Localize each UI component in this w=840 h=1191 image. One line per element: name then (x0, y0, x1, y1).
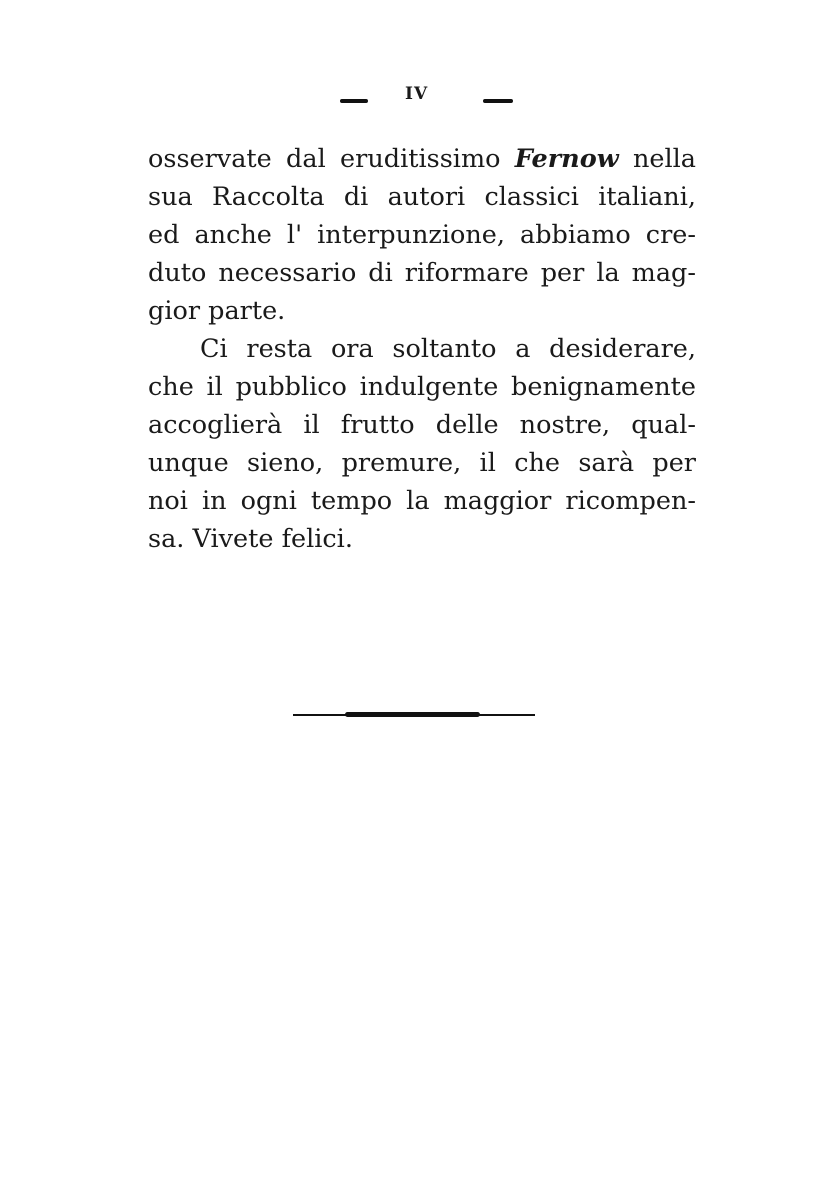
text-line: duto necessario di riformare per la mag- (148, 258, 696, 288)
text-line: noi in ogni tempo la maggior ricompen- (148, 486, 696, 516)
text-line: ed anche l' interpunzione, abbiamo cre- (148, 220, 696, 250)
page-header (0, 78, 840, 118)
text-line: che il pubblico indulgente benignamente (148, 372, 696, 402)
text-line: gior parte. (148, 296, 286, 326)
text-fragment: nella (618, 144, 696, 174)
text-line: sa. Vivete felici. (148, 524, 353, 554)
header-dash-left (340, 99, 368, 103)
end-rule-ornament (345, 712, 480, 717)
author-name: Fernow (514, 144, 619, 174)
text-line: sua Raccolta di autori classici italiani, (148, 182, 696, 212)
text-line: unque sieno, premure, il che sarà per (148, 448, 696, 478)
text-fragment: osservate dal eruditissimo (148, 144, 515, 174)
page-number: IV (405, 84, 429, 104)
text-line: Ci resta ora soltanto a desiderare, (200, 334, 696, 364)
body-text (148, 140, 696, 558)
text-line (148, 140, 696, 178)
header-dash-right (483, 99, 513, 103)
text-line: accoglierà il frutto delle nostre, qual- (148, 410, 696, 440)
